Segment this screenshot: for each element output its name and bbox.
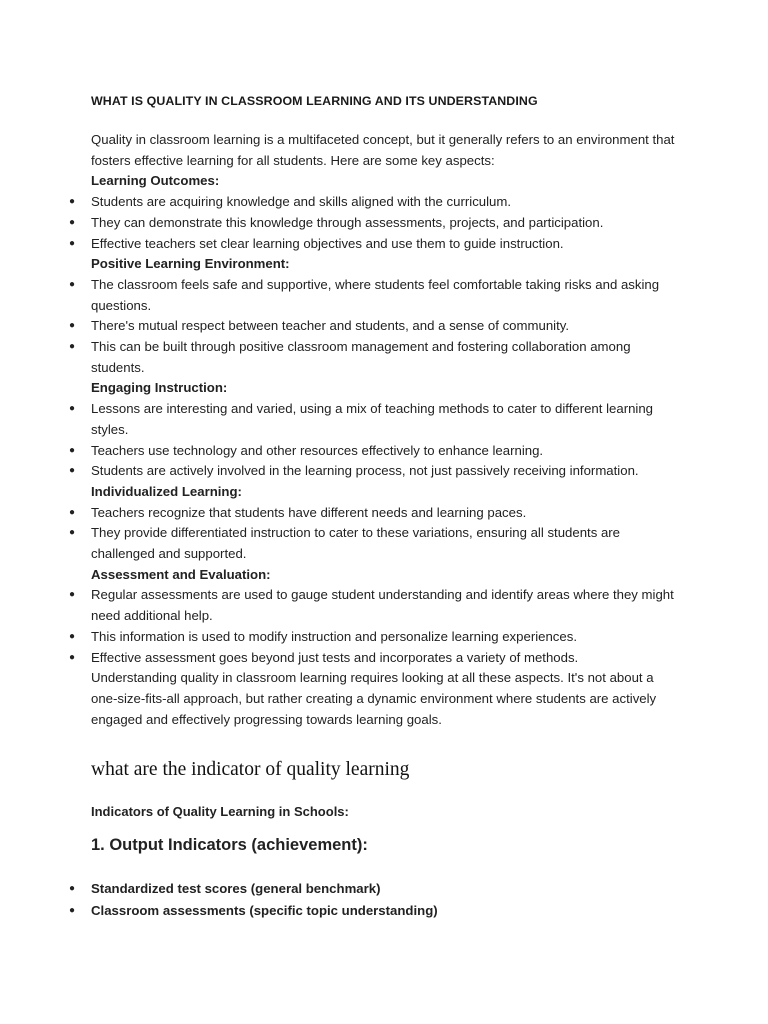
section-label: Positive Learning Environment: xyxy=(91,256,290,272)
list-item-text: Students are actively involved in the learning process, not just passively receiving information. xyxy=(91,463,639,479)
list-item-text: styles. xyxy=(91,421,129,437)
conclusion-line: one-size-fits-all approach, but rather creating a dynamic environment where students are actively xyxy=(91,690,657,706)
list-item-text: Effective teachers set clear learning objectives and use them to guide instruction. xyxy=(91,235,564,251)
list-item xyxy=(68,337,731,378)
output-indicators-list xyxy=(68,878,731,922)
section-label: Engaging Instruction: xyxy=(91,380,228,396)
bullet-icon: ● xyxy=(68,651,76,663)
list-item-text: Teachers use technology and other resources effectively to enhance learning. xyxy=(91,442,544,458)
list-item xyxy=(68,316,731,337)
page-title: WHAT IS QUALITY IN CLASSROOM LEARNING AND ITS UNDERSTANDING xyxy=(91,94,538,108)
list-item xyxy=(68,192,731,213)
bullet-icon: ● xyxy=(68,589,76,601)
list-item xyxy=(68,627,731,648)
list-item-text: They provide differentiated instruction to cater to these variations, ensuring all students are xyxy=(91,525,621,541)
bullet-icon: ● xyxy=(68,630,76,642)
list-item-text: Teachers recognize that students have different needs and learning paces. xyxy=(91,504,527,520)
document-body xyxy=(68,130,731,730)
list-item-text: challenged and supported. xyxy=(91,546,247,562)
list-item xyxy=(68,878,731,900)
list-item-text: Standardized test scores (general benchmark) xyxy=(91,881,381,896)
bullet-icon: ● xyxy=(68,278,76,290)
list-item xyxy=(68,523,731,564)
list-item xyxy=(68,234,731,255)
section-label: Individualized Learning: xyxy=(91,483,242,499)
section-label: Assessment and Evaluation: xyxy=(91,566,271,582)
question-heading: what are the indicator of quality learning xyxy=(91,759,410,780)
indicators-heading: Indicators of Quality Learning in Schools: xyxy=(91,804,349,819)
list-item-text: questions. xyxy=(91,297,152,313)
section-label: Learning Outcomes: xyxy=(91,173,220,189)
list-item xyxy=(68,275,731,316)
list-item-text: There's mutual respect between teacher and students, and a sense of community. xyxy=(91,318,570,334)
list-item-text: This information is used to modify instruction and personalize learning experiences. xyxy=(91,628,577,644)
bullet-icon: ● xyxy=(68,883,76,894)
list-item-text: students. xyxy=(91,359,145,375)
intro-line: fosters effective learning for all students. Here are some key aspects: xyxy=(91,152,495,168)
bullet-icon: ● xyxy=(68,506,76,518)
bullet-icon: ● xyxy=(68,320,76,332)
bullet-icon: ● xyxy=(68,216,76,228)
conclusion-line: engaged and effectively progressing towards learning goals. xyxy=(91,711,442,727)
bullet-icon: ● xyxy=(68,444,76,456)
list-item xyxy=(68,461,731,482)
list-item xyxy=(68,648,731,669)
conclusion-line: Understanding quality in classroom learning requires looking at all these aspects. It's not about a xyxy=(91,670,654,686)
bullet-icon: ● xyxy=(68,341,76,353)
list-item xyxy=(68,585,731,626)
list-item-text: Regular assessments are used to gauge student understanding and identify areas where they might xyxy=(91,587,674,603)
intro-line: Quality in classroom learning is a multifaceted concept, but it generally refers to an environment that xyxy=(91,132,675,147)
list-item-text: They can demonstrate this knowledge through assessments, projects, and participation. xyxy=(91,214,604,230)
output-indicators-heading: 1. Output Indicators (achievement): xyxy=(91,836,368,854)
list-item-text: Effective assessment goes beyond just tests and incorporates a variety of methods. xyxy=(91,649,579,665)
list-item xyxy=(68,900,731,922)
bullet-icon: ● xyxy=(68,905,76,916)
list-item-text: Lessons are interesting and varied, using a mix of teaching methods to cater to different learning xyxy=(91,401,654,417)
list-item xyxy=(68,441,731,462)
list-item-text: need additional help. xyxy=(91,608,213,624)
list-item xyxy=(68,213,731,234)
bullet-icon: ● xyxy=(68,237,76,249)
bullet-icon: ● xyxy=(68,403,76,415)
list-item-text: Students are acquiring knowledge and skills aligned with the curriculum. xyxy=(91,194,512,210)
list-item xyxy=(68,503,731,524)
bullet-icon: ● xyxy=(68,196,76,208)
list-item-text: Classroom assessments (specific topic understanding) xyxy=(91,903,438,918)
list-item-text: The classroom feels safe and supportive, where students feel comfortable taking risks and asking xyxy=(91,276,660,292)
bullet-icon: ● xyxy=(68,465,76,477)
bullet-icon: ● xyxy=(68,527,76,539)
list-item-text: This can be built through positive classroom management and fostering collaboration among xyxy=(91,339,631,355)
list-item xyxy=(68,399,731,440)
